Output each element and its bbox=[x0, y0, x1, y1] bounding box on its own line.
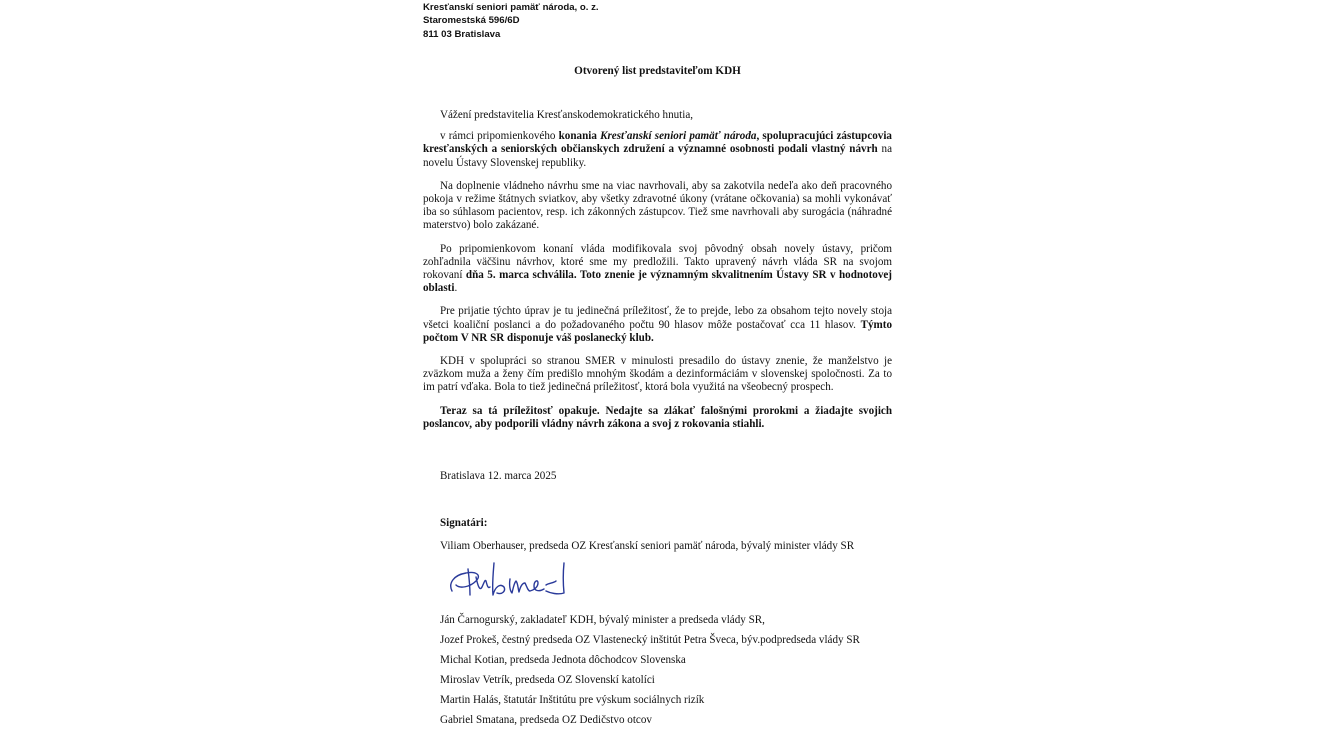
p1-text-b: na novelu Ústavy Slovenskej republiky. bbox=[423, 143, 892, 169]
signatory-5: Miroslav Vetrík, predseda OZ Slovenskí katolíci bbox=[440, 674, 655, 686]
salutation: Vážení predstavitelia Kresťanskodemokratického hnutia, bbox=[440, 109, 694, 121]
p1-bold-a-text: konania bbox=[558, 130, 601, 143]
signatory-4: Michal Kotian, predseda Jednota dôchodcov Slovenska bbox=[440, 654, 686, 666]
letter-body bbox=[423, 109, 892, 441]
paragraph-5: KDH v spolupráci so stranou SMER v minulosti presadilo do ústavy znenie, že manželstvo je zväzkom muža a ženy čím predišlo mnohým škodám a dezinformáciám v slovenskej spoločnosti. Za to im patrí vďaka. Bola to tiež jedinečná príležitosť, ktorá bola využitá na všeobecný prospech. bbox=[423, 355, 892, 394]
letter-title: Otvorený list predstaviteľom KDH bbox=[574, 65, 741, 77]
letterhead-org: Kresťanskí seniori pamäť národa, o. z. bbox=[423, 2, 599, 13]
paragraph-2: Na doplnenie vládneho návrhu sme na viac navrhovali, aby sa zakotvila nedeľa ako deň pracovného pokoja v režime štátnych sviatkov, aby všetky zdravotné úkony (vrátane očkovania) sa mohli vykonávať iba so súhlasom pacientov, resp. ich zákonných zástupcov. Tiež sme navrhovali aby surogácia (náhradné materstvo) bolo zakázané. bbox=[423, 179, 892, 232]
p3-text-a: Po pripomienkovom konaní vláda modifikovala svoj pôvodný obsah novely ústavy, pričom zohľadnila väčšinu návrhov, ktoré sme my predložili. Takto upravený návrh vláda SR na svojom rokovaní bbox=[423, 242, 892, 282]
signatories-heading: Signatári: bbox=[440, 517, 488, 529]
p3-text-b: . bbox=[454, 282, 458, 295]
place-date: Bratislava 12. marca 2025 bbox=[440, 470, 557, 482]
paragraph-4 bbox=[423, 305, 892, 345]
letterhead-city: 811 03 Bratislava bbox=[423, 28, 501, 40]
letterhead-street: Staromestská 596/6D bbox=[423, 15, 520, 27]
paragraph-1 bbox=[423, 130, 892, 170]
signatory-7: Gabriel Smatana, predseda OZ Dedičstvo otcov bbox=[440, 714, 652, 726]
p4-text-a: Pre prijatie týchto úprav je tu jedinečná príležitosť, že to prejde, lebo za obsahom tejto novely stoja všetci koaliční poslanci a do požadovaného počtu 90 hlasov môže postačovať cca 11 hlasov. bbox=[423, 305, 892, 331]
p3-bold: dňa 5. marca schválila. Toto znenie je významným skvalitnením Ústavy SR v hodnotovej oblasti bbox=[423, 269, 892, 295]
handwritten-signature bbox=[446, 561, 571, 603]
p1-text-a: v rámci pripomienkového bbox=[440, 130, 559, 143]
paragraph-6: Teraz sa tá príležitosť opakuje. Nedajte sa zlákať falošnými prorokmi a žiadajte svojich poslancov, aby podporili vládny návrh zákona a svoj z rokovania stiahli. bbox=[423, 404, 892, 430]
p1-bold-b: , spolupracujúci zástupcovia kresťanských a seniorských občianskych združení a významné osobnosti podali vlastný návrh bbox=[423, 130, 892, 156]
signatory-6: Martin Halás, štatutár Inštitútu pre výskum sociálnych rizík bbox=[440, 694, 705, 706]
signatory-2: Ján Čarnogurský, zakladateľ KDH, bývalý minister a predseda vlády SR, bbox=[440, 614, 765, 626]
signatory-1: Viliam Oberhauser, predseda OZ Kresťanskí seniori pamäť národa, bývalý minister vlády SR bbox=[440, 540, 855, 552]
p4-bold: Týmto počtom V NR SR disponuje váš poslanecký klub. bbox=[423, 318, 892, 344]
paragraph-3 bbox=[423, 243, 892, 296]
p1-org-name: Kresťanskí seniori pamäť národa bbox=[600, 130, 757, 143]
letterhead bbox=[423, 1, 599, 41]
signatory-3: Jozef Prokeš, čestný predseda OZ Vlastenecký inštitút Petra Šveca, býv.podpredseda vlády SR bbox=[440, 634, 860, 646]
